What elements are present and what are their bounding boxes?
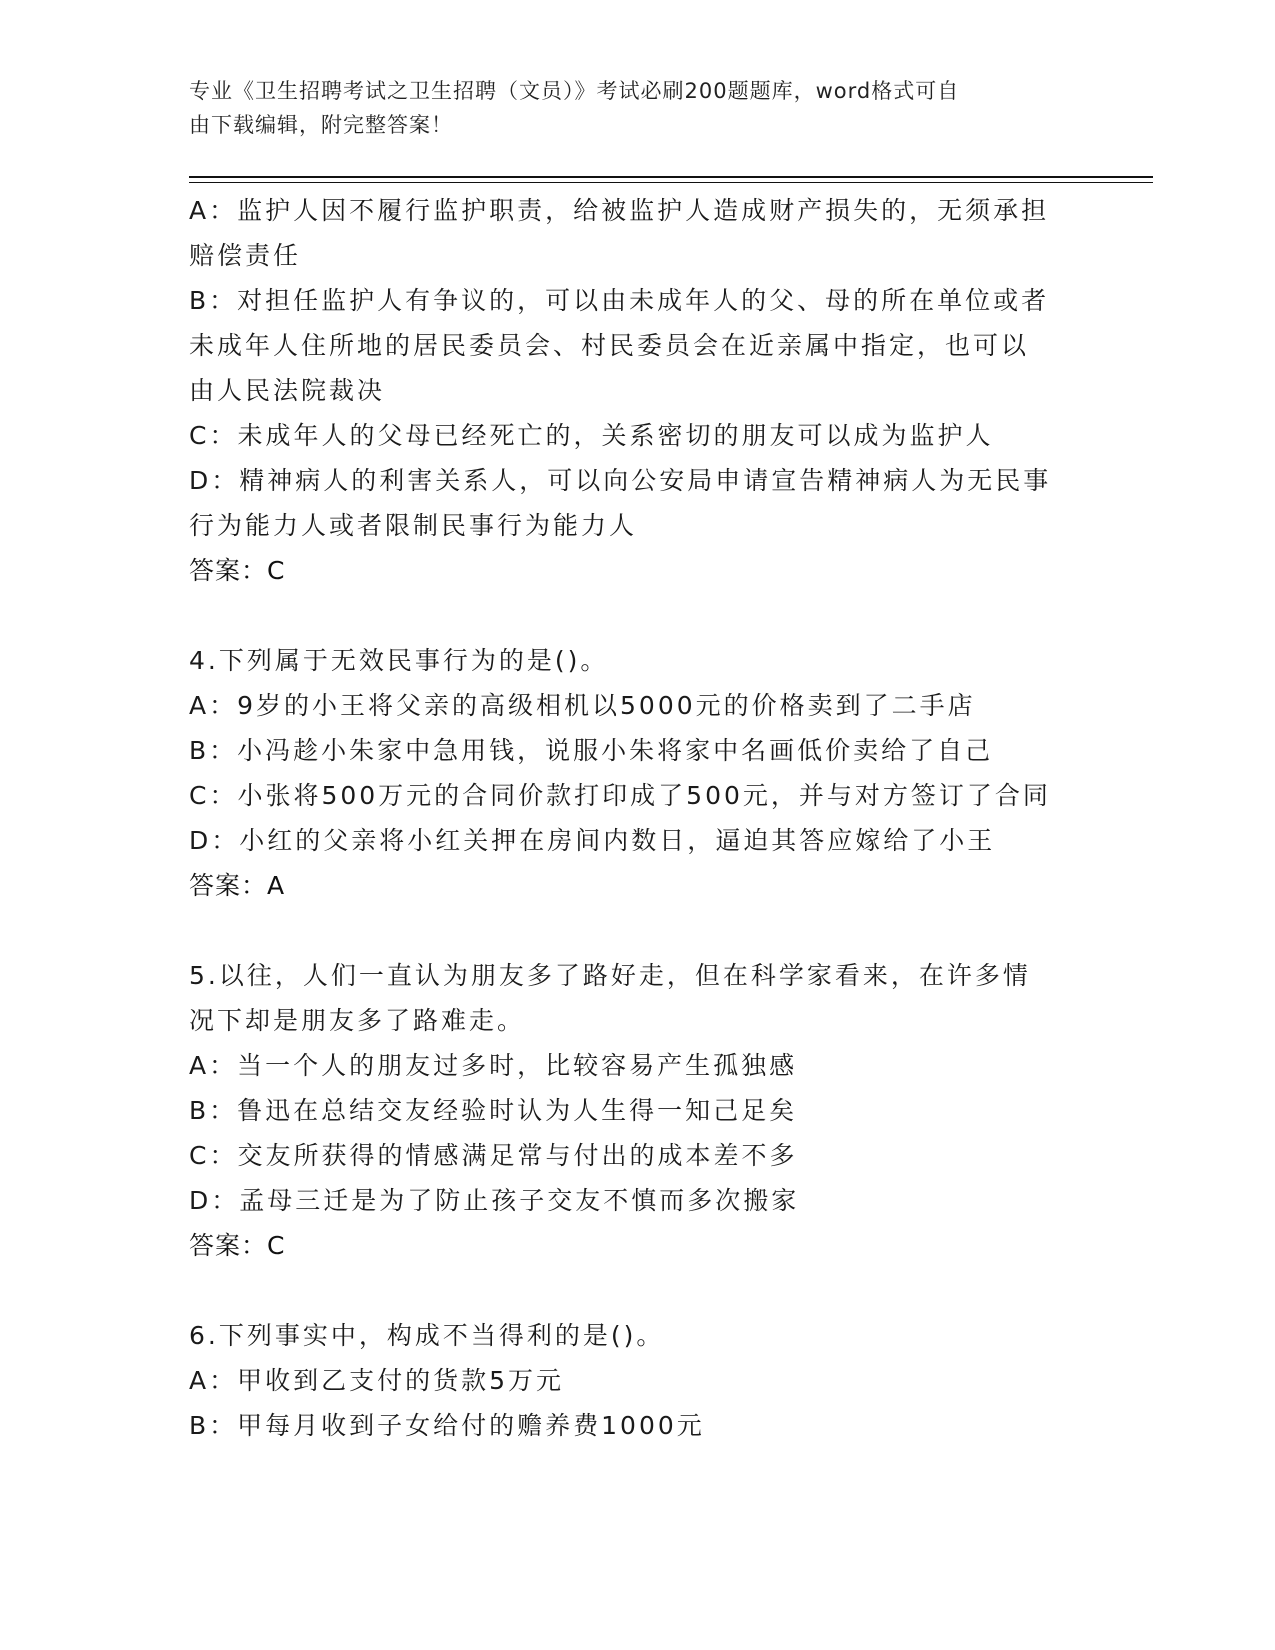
question-4 xyxy=(189,638,1089,908)
option-d: D：小红的父亲将小红关押在房间内数日，逼迫其答应嫁给了小王 xyxy=(189,826,996,855)
question-3 xyxy=(189,188,1089,593)
option-b: B：小冯趁小朱家中急用钱，说服小朱将家中名画低价卖给了自己 xyxy=(189,736,994,765)
answer-label: 答案：C xyxy=(189,556,286,585)
option-a: A：当一个人的朋友过多时，比较容易产生孤独感 xyxy=(189,1051,798,1080)
answer-label: 答案：C xyxy=(189,1231,286,1260)
header-divider-thick xyxy=(189,176,1153,178)
question-stem-line-2: 况下却是朋友多了路难走。 xyxy=(189,1006,526,1035)
question-stem: 6.下列事实中，构成不当得利的是()。 xyxy=(189,1321,665,1350)
option-b-line-2: 未成年人住所地的居民委员会、村民委员会在近亲属中指定，也可以 xyxy=(189,331,1030,360)
option-a: A：9岁的小王将父亲的高级相机以5000元的价格卖到了二手店 xyxy=(189,691,976,720)
question-stem: 4.下列属于无效民事行为的是()。 xyxy=(189,646,609,675)
option-a-line-1: A：监护人因不履行监护职责，给被监护人造成财产损失的，无须承担 xyxy=(189,196,1050,225)
spacer xyxy=(189,1268,1089,1313)
spacer xyxy=(189,908,1089,953)
option-a: A：甲收到乙支付的货款5万元 xyxy=(189,1366,565,1395)
header-title-line-1: 专业《卫生招聘考试之卫生招聘（文员）》考试必刷200题题库，word格式可自 xyxy=(189,79,960,103)
option-b-line-1: B：对担任监护人有争议的，可以由未成年人的父、母的所在单位或者 xyxy=(189,286,1050,315)
question-stem-line-1: 5.以往，人们一直认为朋友多了路好走，但在科学家看来，在许多情 xyxy=(189,961,1031,990)
question-5 xyxy=(189,953,1089,1268)
option-d-line-2: 行为能力人或者限制民事行为能力人 xyxy=(189,511,638,540)
option-b-line-3: 由人民法院裁决 xyxy=(189,376,386,405)
option-c: C：交友所获得的情感满足常与付出的成本差不多 xyxy=(189,1141,798,1170)
option-b: B：甲每月收到子女给付的赡养费1000元 xyxy=(189,1411,705,1440)
header-divider-thin xyxy=(189,182,1153,183)
answer-label: 答案：A xyxy=(189,871,286,900)
spacer xyxy=(189,593,1089,638)
option-b: B：鲁迅在总结交友经验时认为人生得一知己足矣 xyxy=(189,1096,798,1125)
question-6 xyxy=(189,1313,1089,1448)
option-d: D：孟母三迁是为了防止孩子交友不慎而多次搬家 xyxy=(189,1186,800,1215)
option-d-line-1: D：精神病人的利害关系人，可以向公安局申请宣告精神病人为无民事 xyxy=(189,466,1052,495)
option-c: C：未成年人的父母已经死亡的，关系密切的朋友可以成为监护人 xyxy=(189,421,994,450)
question-list xyxy=(189,188,1089,1448)
document-header xyxy=(189,74,1069,142)
option-c: C：小张将500万元的合同价款打印成了500元，并与对方签订了合同 xyxy=(189,781,1051,810)
option-a-line-2: 赔偿责任 xyxy=(189,241,302,270)
header-title-line-2: 由下载编辑，附完整答案！ xyxy=(189,113,453,137)
